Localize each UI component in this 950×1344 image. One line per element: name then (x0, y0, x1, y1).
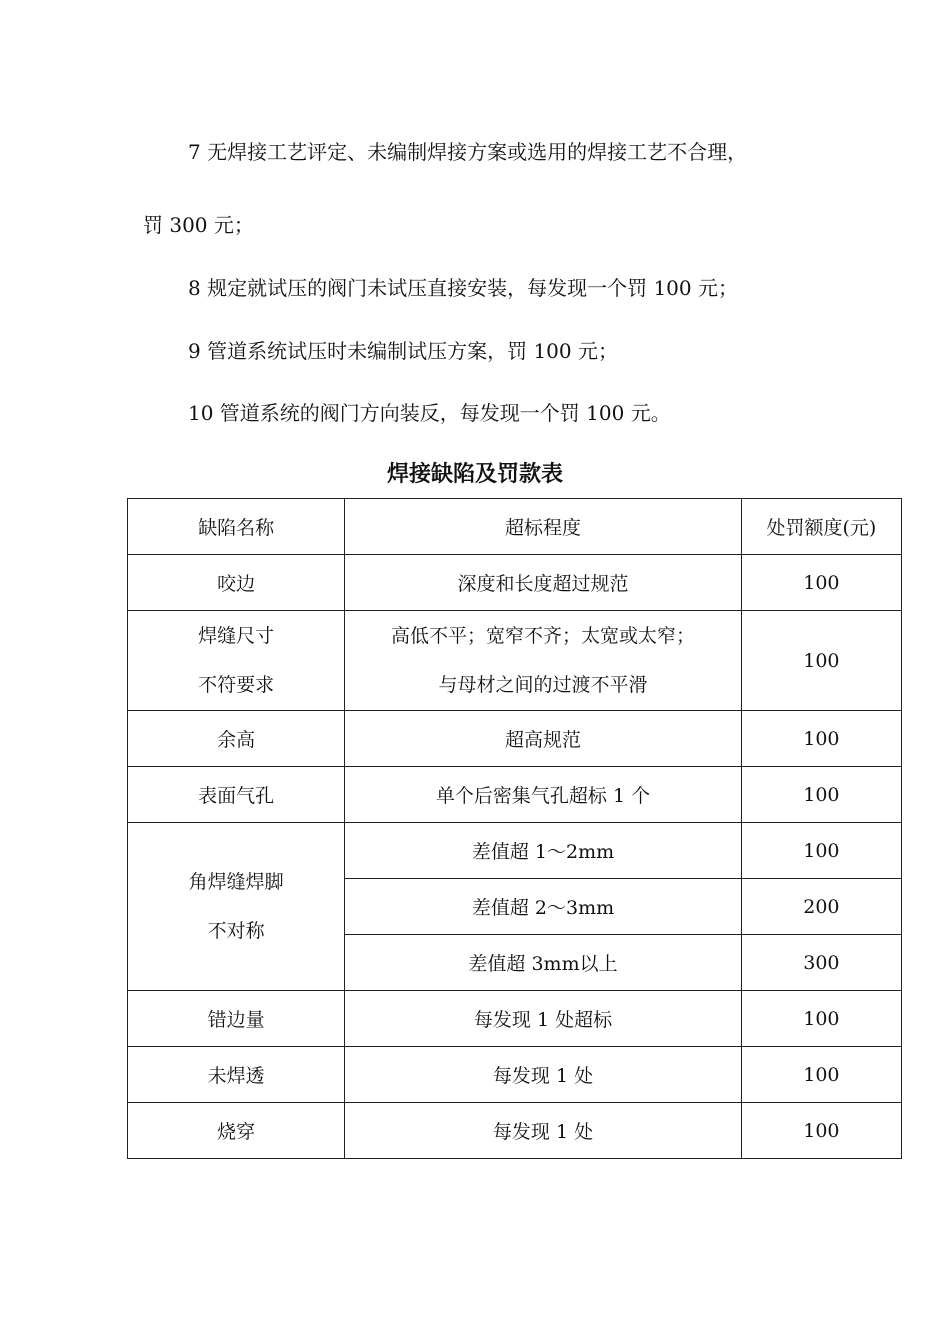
table-row (128, 823, 902, 879)
defect-degree-cell: 差值超 2～3mm (345, 879, 742, 935)
defect-degree-line: 与母材之间的过渡不平滑 (438, 673, 648, 696)
header-fine-amount: 处罚额度(元) (741, 499, 901, 555)
defect-fine-cell: 200 (741, 879, 901, 935)
table-row (128, 1103, 902, 1159)
table-row (128, 611, 902, 711)
table-row (128, 1047, 902, 1103)
defect-name-cell: 烧穿 (128, 1103, 345, 1159)
defect-degree-line: 高低不平；宽窄不齐；太宽或太窄； (391, 624, 696, 647)
defect-degree-cell: 每发现 1 处 (345, 1047, 742, 1103)
paragraph-10: 10 管道系统的阀门方向装反，每发现一个罚 100 元。 (188, 401, 671, 425)
defect-name-line: 焊缝尺寸 (198, 624, 275, 647)
table-row (128, 767, 902, 823)
paragraph-7-line1: 7 无焊接工艺评定、未编制焊接方案或选用的焊接工艺不合理， (188, 140, 748, 164)
defect-fine-cell: 100 (741, 611, 901, 711)
defect-name-cell: 未焊透 (128, 1047, 345, 1103)
defect-name-cell: 表面气孔 (128, 767, 345, 823)
defect-degree-cell: 超高规范 (345, 711, 742, 767)
defect-fine-cell: 100 (741, 823, 901, 879)
defect-name-line: 角焊缝焊脚 (188, 870, 284, 893)
defect-name-cell: 错边量 (128, 991, 345, 1047)
defect-fine-cell: 300 (741, 935, 901, 991)
defect-penalty-table (127, 498, 902, 1159)
defect-degree-cell: 单个后密集气孔超标 1 个 (345, 767, 742, 823)
table-row (128, 711, 902, 767)
table-title: 焊接缺陷及罚款表 (386, 462, 563, 487)
table-row (128, 991, 902, 1047)
paragraph-8: 8 规定就试压的阀门未试压直接安装，每发现一个罚 100 元； (188, 276, 738, 300)
defect-degree-cell: 差值超 3mm以上 (345, 935, 742, 991)
defect-degree-cell: 差值超 1～2mm (345, 823, 742, 879)
defect-name-cell: 余高 (128, 711, 345, 767)
defect-degree-cell: 每发现 1 处超标 (345, 991, 742, 1047)
defect-degree-cell: 深度和长度超过规范 (345, 555, 742, 611)
defect-fine-cell: 100 (741, 1103, 901, 1159)
defect-name-cell: 咬边 (128, 555, 345, 611)
table-header-row (128, 499, 902, 555)
table-row (128, 555, 902, 611)
defect-name-line: 不对称 (207, 919, 265, 942)
header-defect-name: 缺陷名称 (128, 499, 345, 555)
paragraph-9: 9 管道系统试压时未编制试压方案，罚 100 元； (188, 339, 618, 363)
defect-fine-cell: 100 (741, 555, 901, 611)
paragraph-7-line2: 罚 300 元； (143, 213, 254, 237)
defect-degree-cell: 每发现 1 处 (345, 1103, 742, 1159)
defect-fine-cell: 100 (741, 991, 901, 1047)
defect-name-cell (128, 611, 345, 711)
defect-fine-cell: 100 (741, 711, 901, 767)
defect-name-cell (128, 823, 345, 991)
defect-degree-cell (345, 611, 742, 711)
defect-fine-cell: 100 (741, 1047, 901, 1103)
header-excess-degree: 超标程度 (345, 499, 742, 555)
defect-fine-cell: 100 (741, 767, 901, 823)
defect-name-line: 不符要求 (198, 673, 275, 696)
